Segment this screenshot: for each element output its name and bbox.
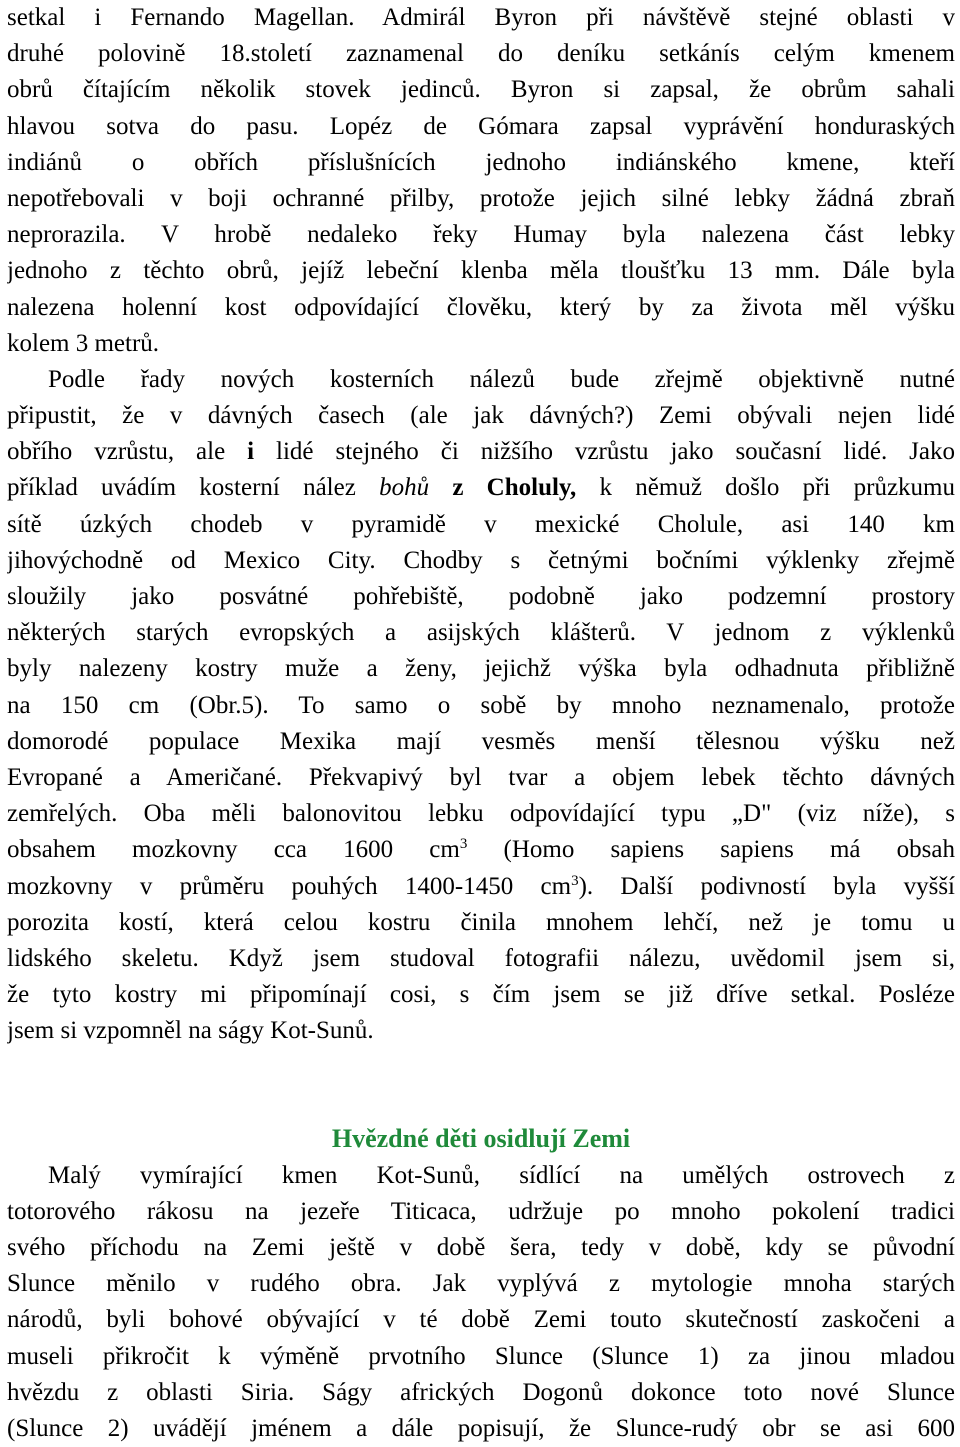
text-line: zemřelých. Oba měli balonovitou lebku odpovídající typu „D" (viz níže), s [7,800,955,828]
text-run: obřího vzrůstu, ale [7,438,248,466]
paragraph-3 [7,1158,955,1447]
text-line: Podle řady nových kosterních nálezů bude zřejmě objektivně nutné [48,365,955,393]
text-line: že tyto kostry mi připomínají cosi, s čím jsem se již dříve setkal. Posléze [7,981,955,1009]
bold-text: i [247,438,255,466]
text-line: lidského skeletu. Když jsem studoval fotografii nálezu, uvědomil jsem si, [7,944,955,972]
text-line: nepotřebovali v boji ochranné přilby, protože jejich silné lebky žádná zbraň [7,184,955,212]
text-line [7,470,955,506]
superscript: 3 [459,836,468,853]
text-line [7,869,955,905]
text-line [7,434,955,470]
text-line: obrů čítajícím několik stovek jedinců. Byron si zapsal, že obrům sahali [7,76,955,104]
text-line: Malý vymírající kmen Kot-Sunů, sídlící na umělých ostrovech z [48,1161,955,1189]
text-line [7,832,955,868]
text-line: Evropané a Američané. Překvapivý byl tvar a objem lebek těchto dávných [7,763,955,791]
text-run: (Homo sapiens sapiens má obsah [467,836,955,864]
text-line: hlavou sotva do pasu. Lopéz de Gómara zapsal vyprávění honduraských [7,112,955,140]
text-line: svého příchodu na Zemi ještě v době šera, tedy v době, kdy se původní [7,1234,955,1261]
text-run: ). Další podivností byla vyšší [578,872,955,900]
text-line: byly nalezeny kostry muže a ženy, jejichž výška byla odhadnuta přibližně [7,655,955,683]
text-line: jsem si vzpomněl na ságy Kot-Sunů. [7,1017,374,1045]
italic-text: bohů [379,474,430,502]
text-line: domorodé populace Mexika mají vesměs menší tělesnou výšku než [7,727,955,755]
text-run: mozkovny v průměru pouhých 1400-1450 cm [7,872,572,900]
text-line: indiánů o obřích příslušnících jednoho indiánského kmene, kteří [7,148,955,176]
text-line: neprorazila. V hrobě nedaleko řeky Humay byla nalezena část lebky [7,221,955,249]
superscript: 3 [571,872,579,889]
text-line: druhé polovině 18.století zaznamenal do deníku setkánís celým kmenem [7,40,955,68]
text-run: obsahem mozkovny cca 1600 cm [7,836,460,864]
text-run: k němuž došlo při průzkumu [576,474,955,502]
text-line: hvězdu z oblasti Siria. Ságy afrických Dogonů dokonce toto nové Slunce [7,1378,955,1406]
text-line: národů, byli bohové obývající v té době Zemi touto skutečností zaskočeni a [7,1306,955,1334]
text-line: setkal i Fernando Magellan. Admirál Byron při návštěvě stejné oblasti v [7,4,955,31]
text-line: jihovýchodně od Mexico City. Chodby s četnými bočními výklenky zřejmě [7,546,955,574]
bold-text: z Choluly, [429,474,577,502]
text-line: připustit, že v dávných časech (ale jak dávných?) Zemi obývali nejen lidé [7,402,955,430]
text-line: Slunce měnilo v rudého obra. Jak vyplývá z mytologie mnoha starých [7,1270,955,1298]
text-line: museli přikročit k výměně prvotního Slunce (Slunce 1) za jinou mladou [7,1342,955,1370]
text-line: na 150 cm (Obr.5). To samo o sobě by mnoho neznamenalo, protože [7,691,955,719]
text-line: totorového rákosu na jezeře Titicaca, udržuje po mnoho pokolení tradici [7,1197,955,1225]
text-run: příklad uvádím kosterní nález [7,474,380,502]
text-run: lidé stejného či nižšího vzrůstu jako současní lidé. Jako [254,438,955,466]
text-line: kolem 3 metrů. [7,329,160,357]
paragraph-2 [7,362,955,1050]
text-line: (Slunce 2) uvádějí jménem a dále popisují, že Slunce-rudý obr se asi 600 [7,1414,955,1442]
text-line: nalezena holenní kost odpovídající člověku, který by za života měl výšku [7,293,955,321]
document-page [7,0,955,1447]
section-heading: Hvězdné děti osidlují Zemi [331,1124,631,1154]
text-line: některých starých evropských a asijských klášterů. V jednom z výklenků [7,619,955,647]
text-line: jednoho z těchto obrů, jejíž lebeční klenba měla tloušťku 13 mm. Dále byla [7,257,955,285]
text-line: porozita kostí, která celou kostru činila mnohem lehčí, než je tomu u [7,908,955,936]
text-line: sloužily jako posvátné pohřebiště, podobně jako podzemní prostory [7,583,955,610]
text-line: sítě úzkých chodeb v pyramidě v mexické Cholule, asi 140 km [7,510,955,538]
paragraph-1 [7,0,955,362]
